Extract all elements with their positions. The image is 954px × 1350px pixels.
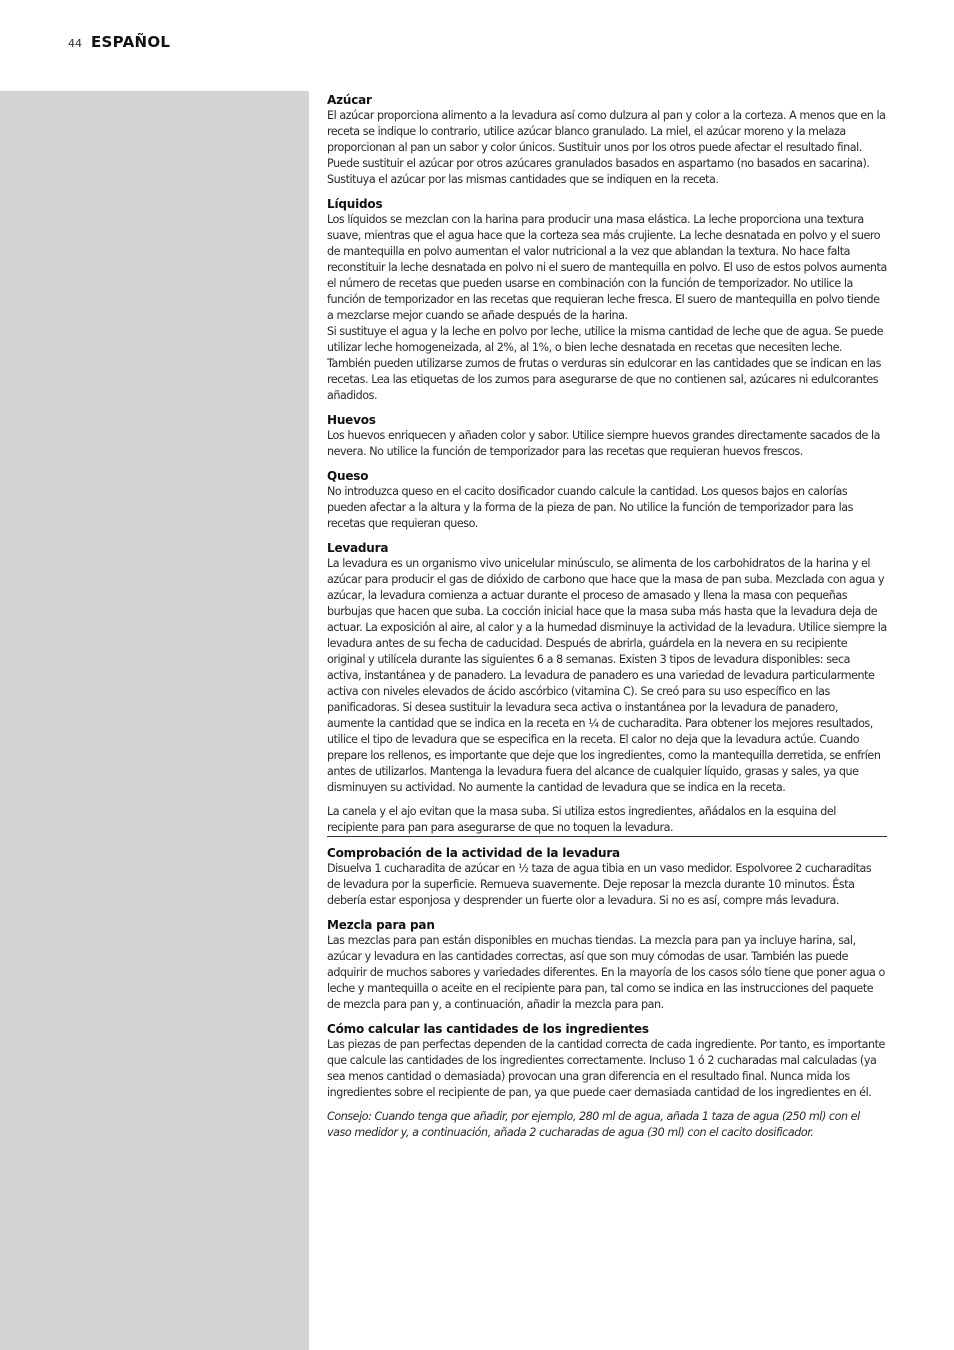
section-comprobacion [327,845,887,909]
section-title: Huevos [327,413,376,427]
gray-sidebar [0,91,309,1350]
paragraph: La levadura es un organismo vivo unicelular minúsculo, se alimenta de los carbohidratos de la harina y el azúcar para producir el gas de dióxido de carbono que hace que la masa de pan suba. Mezclada con agua y azúcar, la levadura comienza a actuar durante el proceso de amasado y llena la masa con pequeñas burbujas que hacen que suba. La cocción inicial hace que la masa suba más hasta que la levadura deja de actuar. La exposición al aire, al calor y a la humedad disminuye la actividad de la levadura. Utilice siempre la levadura antes de su fecha de caducidad. Después de abrirla, guárdela en la nevera en su recipiente original y utilícela durante las siguientes 6 a 8 semanas. Existen 3 tipos de levadura disponibles: seca activa, instantánea y de panadero. La levadura de panadero es una variedad de levadura particularmente activa con niveles elevados de ácido ascórbico (vitamina C). Se creó para su uso específico en las panificadoras. Si desea sustituir la levadura seca activa o instantánea por la levadura de panadero, aumente la cantidad que se indica en la receta en ¼ de cucharadita. Para obtener los mejores resultados, utilice el tipo de levadura que se especifica en la receta. El calor no deja que la levadura actúe. Cuando prepare los rellenos, es importante que deje que los ingredientes, como la mantequilla derretida, se enfríen antes de utilizarlos. Mantenga la levadura fuera del alcance de cualquier líquido, grasas y sales, ya que disminuyen su actividad. No aumente la cantidad de levadura que se indica en la receta. [327,557,887,794]
warning-text: La canela y el ajo evitan que la masa suba. Si utiliza estos ingredientes, añádalos en la esquina del recipiente para pan para asegurarse de que no toquen la levadura. [327,804,887,837]
paragraph: Las mezclas para pan están disponibles en muchas tiendas. La mezcla para pan ya incluye harina, sal, azúcar y levadura en las cantidades correctas, así que son muy cómodas de usar. También las puede adquirir de muchos sabores y variedades diferentes. En la mayoría de los casos sólo tiene que poner agua o leche y mantequilla o aceite en el recipiente para pan, tal como se indica en las instrucciones del paquete de mezcla para pan y, a continuación, añadir la mezcla para pan. [327,934,885,1011]
warning-note [327,804,887,837]
language-title: ESPAÑOL [91,33,171,51]
section-levadura [327,540,887,796]
section-title: Azúcar [327,93,372,107]
paragraph: No introduzca queso en el cacito dosificador cuando calcule la cantidad. Los quesos bajos en calorías pueden afectar a la altura y la forma de la pieza de pan. No utilice la función de temporizador para las recetas que requieran queso. [327,485,853,530]
section-calcular [327,1021,887,1101]
section-huevos [327,412,887,460]
paragraph: Si sustituye el agua y la leche en polvo por leche, utilice la misma cantidad de leche que de agua. Se puede utilizar leche homogeneizada, al 2%, al 1%, o bien leche desnatada en recetas que necesiten leche. También pueden utilizarse zumos de frutas o verduras sin edulcorar en las cantidades que se indican en las recetas. Lea las etiquetas de los zumos para asegurarse de que no contienen sal, azúcares ni edulcorantes añadidos. [327,325,883,402]
paragraph: Los líquidos se mezclan con la harina para producir una masa elástica. La leche proporciona una textura suave, mientras que el agua hace que la corteza sea más crujiente. La leche desnatada en polvo y el suero de mantequilla en polvo aumentan el valor nutricional a la vez que ablandan la textura. No hace falta reconstituir la leche desnatada en polvo ni el suero de mantequilla en polvo. El uso de estos polvos aumenta el número de recetas que pueden usarse en combinación con la función de temporizador. No utilice la función de temporizador en las recetas que requieran leche fresca. El suero de mantequilla en polvo tiende a mezclarse mejor cuando se añade después de la harina. [327,213,887,322]
section-title: Comprobación de la actividad de la levadura [327,846,620,860]
page-header [68,33,170,53]
section-mezcla [327,917,887,1013]
paragraph: Los huevos enriquecen y añaden color y sabor. Utilice siempre huevos grandes directamente sacados de la nevera. No utilice la función de temporizador para las recetas que requieran huevos frescos. [327,429,881,458]
section-title: Líquidos [327,197,383,211]
section-title: Cómo calcular las cantidades de los ingredientes [327,1022,649,1036]
section-azucar [327,92,887,188]
page-number: 44 [68,37,82,50]
paragraph: Puede sustituir el azúcar por otros azúcares granulados basados en aspartamo (no basados en sacarina). Sustituya el azúcar por las mismas cantidades que se indiquen en la receta. [327,157,870,186]
paragraph: Disuelva 1 cucharadita de azúcar en ½ taza de agua tibia en un vaso medidor. Espolvoree 2 cucharaditas de levadura por la superficie. Remueva suavemente. Deje reposar la mezcla durante 10 minutos. Ésta debería estar esponjosa y desprender un fuerte olor a levadura. Si no es así, compre más levadura. [327,862,872,907]
section-liquidos [327,196,887,404]
paragraph: Las piezas de pan perfectas dependen de la cantidad correcta de cada ingrediente. Por tanto, es importante que calcule las cantidades de los ingredientes correctamente. Incluso 1 ó 2 cucharadas mal calculadas (ya sea menos cantidad o demasiada) provocan una gran diferencia en el resultado final. Nunca mida los ingredientes sobre el recipiente de pan, ya que puede caer demasiada cantidad de los ingredientes en él. [327,1038,885,1099]
section-queso [327,468,887,532]
paragraph: El azúcar proporciona alimento a la levadura así como dulzura al pan y color a la corteza. A menos que en la receta se indique lo contrario, utilice azúcar blanco granulado. La miel, el azúcar moreno y la melaza proporcionan al pan un sabor y color únicos. Sustituir unos por los otros puede afectar el resultado final. [327,109,886,154]
main-content [327,92,887,1141]
section-title: Queso [327,469,369,483]
tip-note: Consejo: Cuando tenga que añadir, por ejemplo, 280 ml de agua, añada 1 taza de agua (250 ml) con el vaso medidor y, a continuación, añada 2 cucharadas de agua (30 ml) con el cacito dosificador. [327,1110,860,1139]
section-title: Mezcla para pan [327,918,435,932]
section-title: Levadura [327,541,389,555]
